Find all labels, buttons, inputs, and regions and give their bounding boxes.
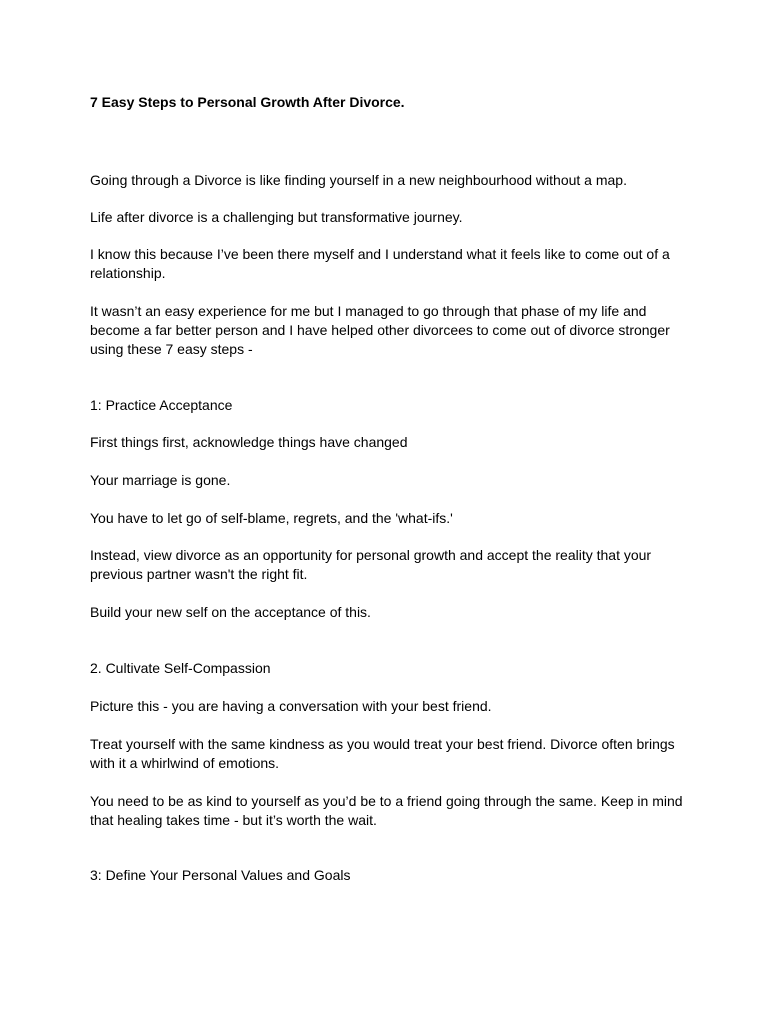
intro-paragraph: I know this because I’ve been there myself and I understand what it feels like to come out of a relationship. [90,246,670,281]
section-heading: 1: Practice Acceptance [90,397,233,413]
section-paragraph: Treat yourself with the same kindness as you would treat your best friend. Divorce often brings with it a whirlwind of emotions. [90,736,675,771]
section-heading: 3: Define Your Personal Values and Goals [90,867,351,883]
section-paragraph: You have to let go of self-blame, regrets, and the 'what-ifs.' [90,510,453,526]
section-paragraph: Your marriage is gone. [90,472,231,488]
document-title: 7 Easy Steps to Personal Growth After Divorce. [90,94,405,110]
section-paragraph: Instead, view divorce as an opportunity for personal growth and accept the reality that your previous partner wasn't the right fit. [90,547,652,582]
section-paragraph: First things first, acknowledge things have changed [90,434,408,450]
section-heading: 2. Cultivate Self-Compassion [90,660,271,676]
intro-paragraph: Life after divorce is a challenging but transformative journey. [90,209,463,225]
intro-paragraph: It wasn’t an easy experience for me but I managed to go through that phase of my life and become a far better person and I have helped other divorcees to come out of divorce stronger using these 7 easy steps - [90,303,670,357]
section-paragraph: Build your new self on the acceptance of this. [90,604,371,620]
section-paragraph: You need to be as kind to yourself as you’d be to a friend going through the same. Keep in mind that healing takes time - but it’s worth the wait. [90,793,683,828]
section-paragraph: Picture this - you are having a conversation with your best friend. [90,698,492,714]
intro-paragraph: Going through a Divorce is like finding yourself in a new neighbourhood without a map. [90,172,627,188]
